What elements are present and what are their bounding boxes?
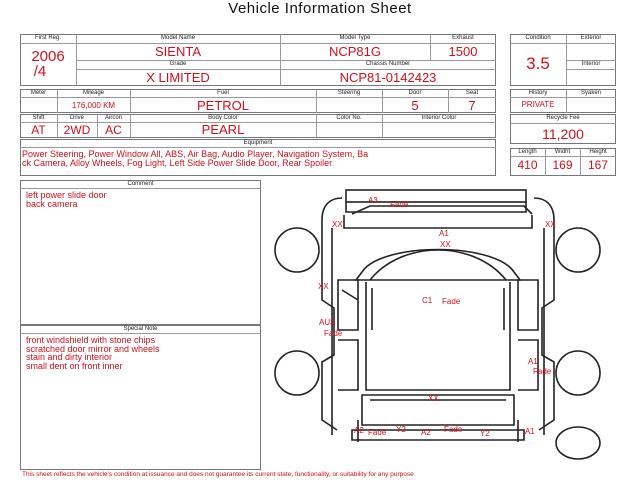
recycle-fee-value: 11,200 (542, 126, 584, 142)
exterior-label: Exterior (580, 35, 602, 41)
special-note-line: small dent on front inner (26, 360, 123, 371)
equipment-label: Equipment (243, 140, 273, 146)
special-note-line: front windshield with stone chips (26, 335, 156, 345)
comment-label: Comment (127, 181, 154, 187)
damage-mark: A2 (354, 426, 364, 435)
damage-mark: Fade (368, 428, 387, 437)
interior-label: Interior (581, 61, 601, 67)
aircon-value: AC (105, 123, 122, 137)
equipment-line: Power Steering, Power Window All, ABS, Air Bag, Audio Player, Navigation System, Ba (22, 149, 369, 159)
model-type-value: NCP81G (328, 44, 382, 59)
height-label: Height (589, 149, 607, 155)
damage-mark: XX (332, 220, 343, 229)
length-value: 410 (517, 158, 538, 172)
drive-label: Drive (69, 115, 84, 121)
exhaust-value: 1500 (448, 44, 478, 59)
shift-value: AT (31, 123, 46, 137)
seat-value: 7 (468, 98, 476, 113)
door-value: 5 (411, 98, 419, 113)
damage-mark: Y2 (396, 425, 406, 434)
damage-mark: XX (440, 240, 451, 249)
damage-mark: Fade (444, 425, 463, 434)
damage-mark: Fade (442, 297, 461, 306)
sheet-title: Vehicle Information Sheet (228, 0, 412, 17)
comment-line: back camera (26, 198, 78, 209)
equipment-line: ck Camera, Alloy Wheels, Fog Light, Left Side Power Slide Door, Rear Spoiler (22, 157, 333, 168)
wheel-front-right-icon (556, 228, 600, 272)
car-diagram (262, 180, 620, 470)
damage-mark: Y2 (480, 429, 490, 438)
fuel-label: Fuel (217, 90, 229, 96)
mileage-label: Mileage (82, 90, 104, 96)
condition-value: 3.5 (526, 54, 550, 73)
exhaust-label: Exhaust (452, 35, 474, 41)
damage-mark: XX (545, 220, 556, 229)
body-color-label: Body Color (208, 115, 238, 121)
first-reg-label: First Reg. (34, 35, 61, 41)
syaken-label: Syaken (580, 90, 601, 96)
spare-wheel-icon (556, 427, 600, 459)
damage-mark: A1 (439, 229, 449, 238)
history-label: History (528, 90, 548, 96)
width-value: 169 (552, 158, 573, 172)
height-value: 167 (587, 158, 609, 172)
steering-label: Steering (337, 90, 361, 96)
damage-mark: Fade (324, 329, 343, 338)
special-note-line: stain and dirty interior (26, 352, 113, 362)
damage-mark: A1 (525, 427, 535, 436)
damage-mark: A2 (421, 428, 431, 437)
recycle-fee-label: Recycle Fee (546, 115, 580, 121)
disclaimer-footer: This sheet reflects the vehicle's condition at issuance and does not guarantee its current state, functionality, or suitability for any purpose (22, 471, 414, 478)
meter-label: Meter (30, 90, 47, 96)
special-note-line: scratched door mirror and wheels (26, 343, 160, 354)
grade-value: X LIMITED (146, 70, 210, 85)
wheel-rear-left-icon (275, 351, 319, 395)
damage-mark: Fade (390, 200, 409, 209)
special-note-text (26, 336, 160, 370)
mileage-value: 176,000 KM (71, 101, 116, 110)
damage-mark: A1 (528, 357, 538, 366)
wheel-rear-right-icon (556, 351, 600, 395)
grade-label: Grade (169, 61, 187, 67)
comment-text (26, 191, 107, 208)
equipment-text (22, 150, 368, 167)
shift-label: Shift (32, 115, 45, 121)
model-name-value: SIENTA (155, 44, 201, 59)
damage-mark: Fade (533, 367, 552, 376)
chassis-number-value: NCP81-0142423 (339, 70, 437, 85)
model-name-label: Model Name (160, 35, 195, 41)
damage-mark: AU3 (319, 318, 335, 327)
damage-mark: XX (318, 282, 329, 291)
door-label: Door (408, 90, 422, 96)
seat-label: Seat (465, 90, 479, 96)
chassis-number-label: Chassis Number (365, 61, 411, 67)
condition-label: Condition (525, 35, 551, 41)
special-note-label: Special Note (123, 326, 158, 332)
width-label: Widht (554, 149, 571, 155)
wheel-front-left-icon (275, 228, 319, 272)
color-no-label: Color No. (336, 115, 362, 121)
interior-color-label: Interior Color (421, 115, 457, 121)
damage-mark: C1 (422, 296, 433, 305)
fuel-value: PETROL (196, 98, 249, 113)
damage-mark: XX (428, 394, 439, 403)
model-type-label: Model Type (339, 35, 371, 41)
drive-value: 2WD (63, 123, 91, 137)
first-reg-year: 2006 (31, 48, 65, 65)
history-value: PRIVATE (521, 100, 555, 109)
damage-mark: A3 (368, 196, 378, 205)
first-reg-month: /4 (33, 63, 47, 80)
length-label: Length (518, 149, 537, 155)
body-color-value: PEARL (201, 122, 245, 137)
aircon-label: Aircon (104, 115, 122, 121)
comment-line: left power slide door (26, 190, 107, 200)
